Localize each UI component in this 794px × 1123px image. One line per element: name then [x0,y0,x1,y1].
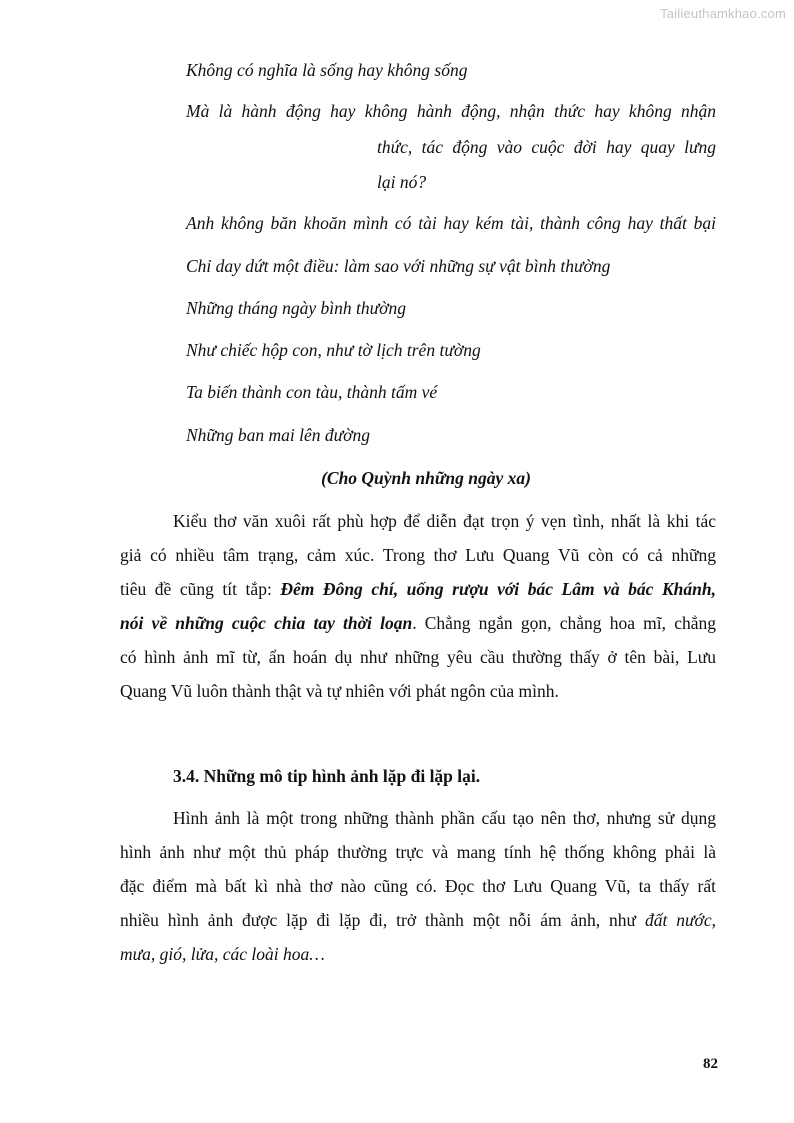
poem-line: Những tháng ngày bình thường [186,298,406,318]
poem-line: thức, tác động vào cuộc đời hay quay lưng [377,137,716,157]
paragraph-line [120,903,716,937]
poem-line: Những ban mai lên đường [186,425,370,445]
section-heading: 3.4. Những mô tip hình ảnh lặp đi lặp lại. [173,766,481,786]
italic-emphasis: mưa, gió, lửa, các loài hoa… [120,944,325,964]
poem-line: Anh không băn khoăn mình có tài hay kém tài, thành công hay thất bại [186,213,716,233]
poem-line: Không có nghĩa là sống hay không sống [186,60,468,80]
watermark: Tailieuthamkhao.com [660,6,786,21]
paragraph-line: Kiểu thơ văn xuôi rất phù hợp để diễn đạt trọn ý vẹn tình, nhất là khi tác [173,511,716,531]
paragraph-line: Hình ảnh là một trong những thành phần cấu tạo nên thơ, nhưng sử dụng [173,808,716,828]
paragraph-line [120,937,716,971]
poem-title-emphasis: nói về những cuộc chia tay thời loạn [120,613,413,633]
poem-line: Mà là hành động hay không hành động, nhận thức hay không nhận [186,101,716,121]
paragraph-line [120,606,716,640]
text-run: tiêu đề cũng tít tắp: [120,579,281,599]
italic-emphasis: đất nước, [644,910,717,930]
poem-line: Chỉ day dứt một điều: làm sao với những sự vật bình thường [186,256,611,276]
paragraph-1 [120,504,716,708]
paragraph-line: Quang Vũ luôn thành thật và tự nhiên với phát ngôn của mình. [120,681,559,701]
poem-line: lại nó? [377,172,427,192]
poem-line: Như chiếc hộp con, như tờ lịch trên tường [186,340,481,360]
paragraph-line [120,572,716,606]
poem-caption: (Cho Quỳnh những ngày xa) [321,468,531,488]
paragraph-line: hình ảnh như một thủ pháp thường trực và mang tính hệ thống không phải là [120,842,716,862]
poem-title-emphasis: Đêm Đông chí, uống rượu với bác Lâm và bác Khánh, [280,579,716,599]
paragraph-2 [120,801,716,971]
text-run: . Chẳng ngắn gọn, chẳng hoa mĩ, chẳng [412,613,716,633]
paragraph-line: giả có nhiều tâm trạng, cảm xúc. Trong thơ Lưu Quang Vũ còn có cả những [120,545,716,565]
page-number: 82 [703,1056,718,1072]
paragraph-line: có hình ảnh mĩ từ, ẩn hoán dụ như những yêu cầu thường thấy ở tên bài, Lưu [120,647,716,667]
poem-line: Ta biến thành con tàu, thành tấm vé [186,382,438,402]
paragraph-line: đặc điểm mà bất kì nhà thơ nào cũng có. Đọc thơ Lưu Quang Vũ, ta thấy rất [120,876,716,896]
text-run: nhiều hình ảnh được lặp đi lặp đi, trở thành một nỗi ám ảnh, như [120,910,645,930]
